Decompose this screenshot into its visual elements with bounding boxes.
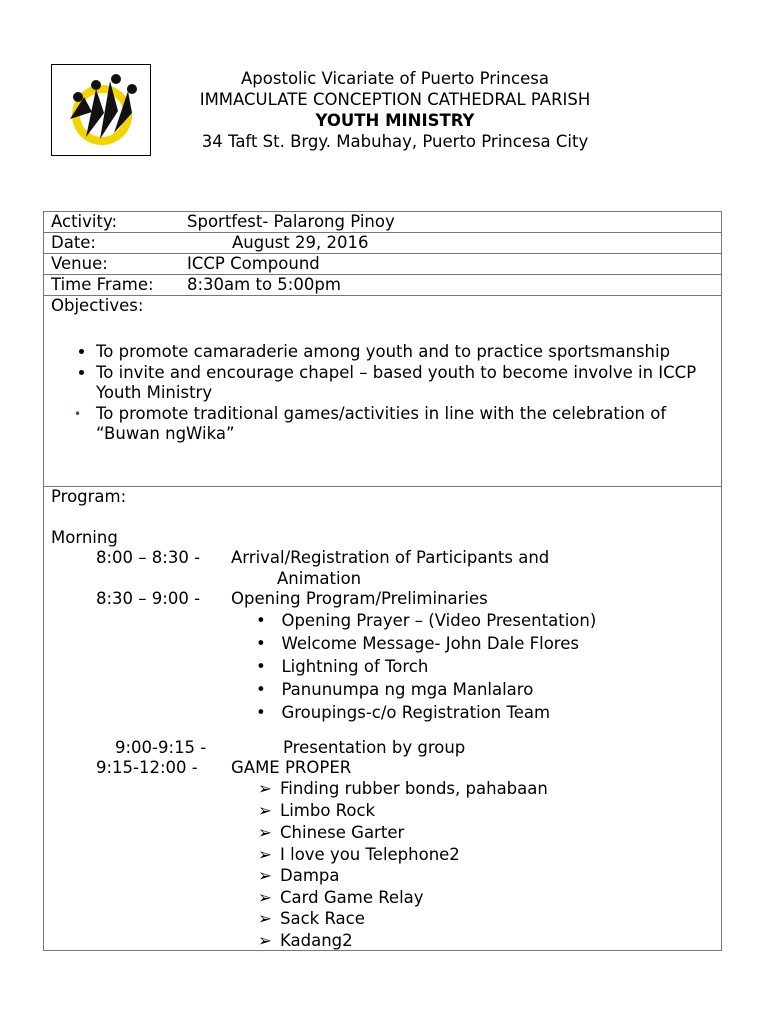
list-item: ➢ Kadang2: [258, 931, 353, 950]
arrow-bullet-icon: ➢: [258, 801, 272, 820]
venue-value: ICCP Compound: [187, 254, 320, 273]
arrow-bullet-icon: ➢: [258, 866, 272, 885]
program-time: 8:30 – 9:00 -: [96, 589, 201, 608]
time-frame-value: 8:30am to 5:00pm: [187, 275, 341, 294]
table-row: [44, 296, 722, 487]
table-row: [44, 212, 722, 233]
parish-name: IMMACULATE CONCEPTION CATHEDRAL PARISH: [199, 90, 591, 109]
ministry-name: YOUTH MINISTRY: [315, 111, 475, 130]
activity-value: Sportfest- Palarong Pinoy: [187, 212, 395, 231]
arrow-bullet-icon: ➢: [258, 779, 272, 798]
arrow-bullet-icon: ➢: [258, 931, 272, 950]
list-item: • Opening Prayer – (Video Presentation): [256, 611, 597, 630]
program-activity: Arrival/Registration of Participants and: [231, 548, 550, 567]
list-item: ➢ Card Game Relay: [258, 888, 424, 907]
parish-logo: [51, 64, 151, 156]
activity-label: Activity:: [51, 212, 118, 231]
arrow-bullet-icon: ➢: [258, 888, 272, 907]
program-activity: GAME PROPER: [231, 758, 352, 777]
table-row: [44, 254, 722, 275]
program-time: 9:00-9:15 -: [115, 738, 207, 757]
objectives-list: [51, 342, 721, 444]
program-time: 8:00 – 8:30 -: [96, 548, 201, 567]
program-label: Program:: [51, 487, 127, 506]
time-frame-label: Time Frame:: [51, 275, 154, 294]
parish-address: 34 Taft St. Brgy. Mabuhay, Puerto Princesa City: [201, 132, 589, 151]
program-time: 9:15-12:00 -: [96, 758, 198, 777]
list-item: ➢ Finding rubber bonds, pahabaan: [258, 779, 548, 798]
youth-ministry-logo-icon: [56, 67, 148, 153]
date-label: Date:: [51, 233, 96, 252]
venue-label: Venue:: [51, 254, 108, 273]
list-item: • To invite and encourage chapel – based youth to become involve in ICCP Youth Ministry: [96, 363, 721, 403]
arrow-bullet-icon: ➢: [258, 909, 272, 928]
list-item: • Welcome Message- John Dale Flores: [256, 634, 579, 653]
list-item: • Panunumpa ng mga Manlalaro: [256, 680, 534, 699]
list-item: ➢ Limbo Rock: [258, 801, 376, 820]
list-item: • To promote camaraderie among youth and to practice sportsmanship: [96, 342, 721, 362]
arrow-bullet-icon: ➢: [258, 823, 272, 842]
list-item: • To promote traditional games/activities in line with the celebration of “Buwan ngWika”: [96, 404, 721, 444]
program-activity-continued: Animation: [277, 569, 362, 588]
program-activity: Presentation by group: [283, 738, 466, 757]
list-item: • Lightning of Torch: [256, 657, 429, 676]
list-item: ➢ Dampa: [258, 866, 340, 885]
table-row: [44, 233, 722, 254]
date-value: August 29, 2016: [232, 233, 369, 252]
list-item: • Groupings-c/o Registration Team: [256, 703, 551, 722]
session-label: Morning: [51, 528, 118, 547]
objectives-label: Objectives:: [51, 296, 144, 315]
document-header: [150, 68, 640, 152]
table-row: [44, 275, 722, 296]
arrow-bullet-icon: ➢: [258, 845, 272, 864]
vicariate-name: Apostolic Vicariate of Puerto Princesa: [241, 69, 549, 88]
list-item: ➢ Chinese Garter: [258, 823, 405, 842]
list-item: ➢ I love you Telephone2: [258, 845, 460, 864]
list-item: ➢ Sack Race: [258, 909, 365, 928]
program-activity: Opening Program/Preliminaries: [231, 589, 488, 608]
